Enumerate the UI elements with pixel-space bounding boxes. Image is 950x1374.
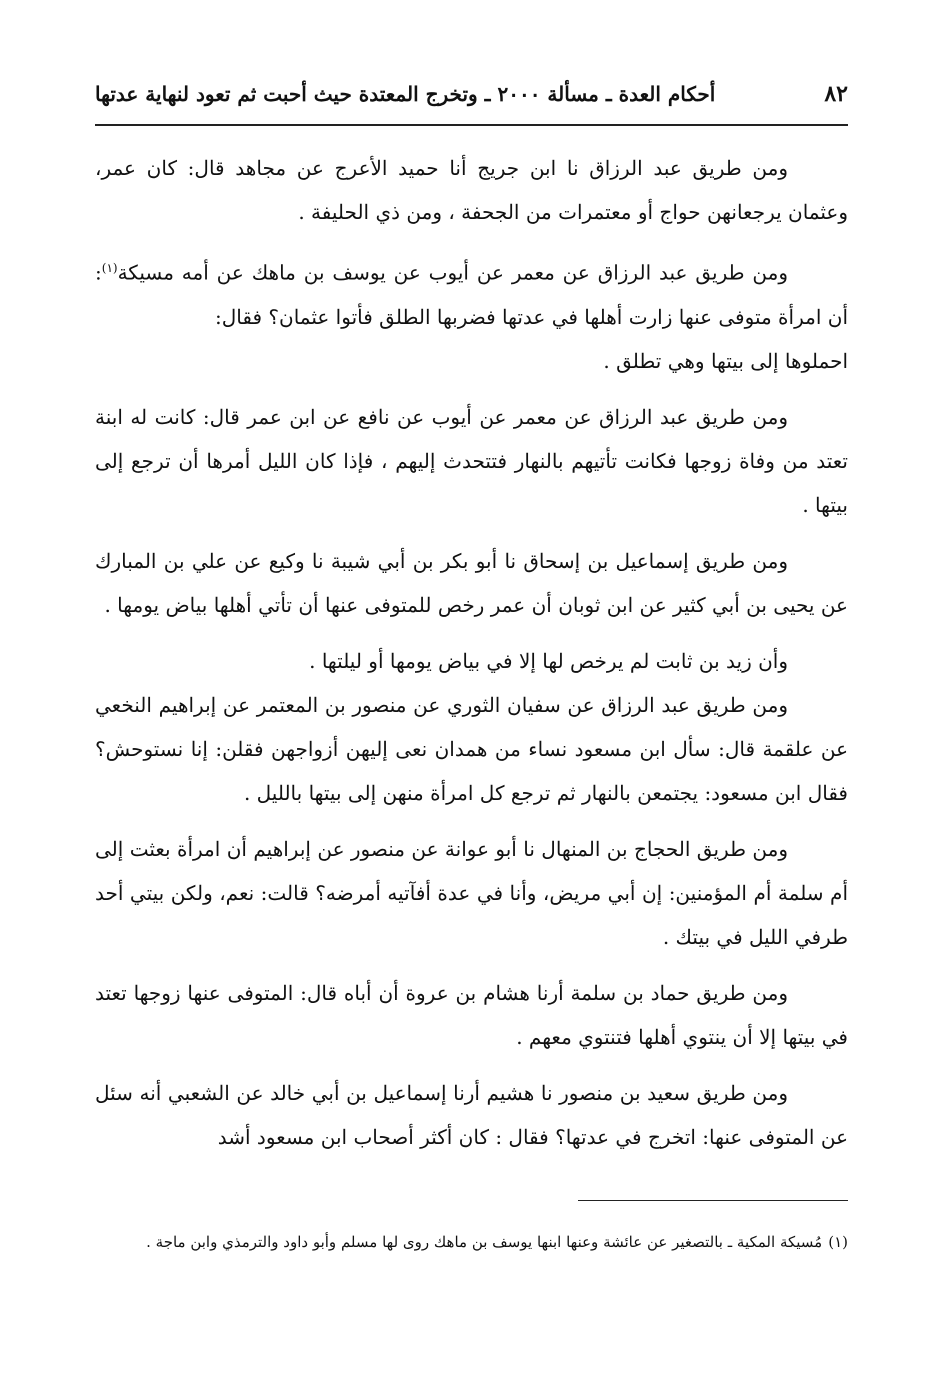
paragraph-2 [95,246,848,339]
paragraph-2-end: احملوها إلى بيتها وهي تطلق . [603,348,848,373]
paragraph-8: ومن طريق حماد بن سلمة أرنا هشام بن عروة أن أباه قال: المتوفى عنها زوجها تعتد في بيتها إلا أن ينتوي أهلها فتنتوي معهم . [95,980,848,1049]
paragraph-1: ومن طريق عبد الرزاق نا ابن جريج أنا حميد الأعرج عن مجاهد قال: كان عمر، وعثمان يرجعانهن حواج أو معتمرات من الجحفة ، ومن ذي الحليفة . [95,156,848,224]
paragraph-4: ومن طريق إسماعيل بن إسحاق نا أبو بكر بن أبي شيبة نا وكيع عن علي بن المبارك عن يحيى بن أبي كثير عن ابن ثوبان أن عمر رخص للمتوفى عنها أن تأتي أهلها بياض يومها . [95,548,848,617]
paragraph-7: ومن طريق الحجاج بن المنهال نا أبو عوانة عن منصور عن إبراهيم أن امرأة بعثت إلى أم سلمة أم المؤمنين: إن أبي مريض، وأنا في عدة أفآتيه أمرضه؟ قالت: نعم، ولكن بيتي أحد طرفي الليل في بيتك . [95,836,848,949]
footnote-rule [578,1200,848,1201]
running-title: أحكام العدة ـ مسألة ٢٠٠٠ ـ وتخرج المعتدة حيث أحبت ثم تعود لنهاية عدتها [95,82,716,106]
footnote-text: مُسيكة المكية ـ بالتصغير عن عائشة وعنها ابنها يوسف بن ماهك روى لها مسلم وأبو داود والترمذي وابن ماجة . [146,1233,823,1251]
footnote-number: (١) [828,1233,848,1251]
paragraph-6: ومن طريق عبد الرزاق عن سفيان الثوري عن منصور بن المعتمر عن إبراهيم النخعي عن علقمة قال: سأل ابن مسعود نساء من همدان نعى إليهن أزواجهن فقلن: إنا نستوحش؟ فقال ابن مسعود: يجتمعن بالنهار ثم ترجع كل امرأة منهن إلى بيتها بالليل . [95,692,848,805]
paragraph-9: ومن طريق سعيد بن منصور نا هشيم أرنا إسماعيل بن أبي خالد عن الشعبي أنه سئل عن المتوفى عنها: اتخرج في عدتها؟ فقال : كان أكثر أصحاب ابن مسعود أشد [95,1080,848,1149]
footnote [95,1224,848,1260]
page-number: ٨٢ [824,81,848,107]
paragraph-2-text-cont: : أن امرأة متوفى عنها زارت أهلها في عدتها فضربها الطلق فأتوا عثمان؟ فقال: [95,260,848,329]
header-rule [95,124,848,126]
main-text [95,146,848,1171]
footnote-marker: (١) [101,261,118,275]
page-header [95,74,848,114]
paragraph-3: ومن طريق عبد الرزاق عن معمر عن أيوب عن نافع عن ابن عمر قال: كانت له ابنة تعتد من وفاة زوجها فكانت تأتيهم بالنهار فتتحدث إليهم ، فإذا كان الليل أمرها أن ترجع إلى بيتها . [95,404,848,517]
paragraph-5: وأن زيد بن ثابت لم يرخص لها إلا في بياض يومها أو ليلتها . [309,648,788,673]
paragraph-2-text: ومن طريق عبد الرزاق عن معمر عن أيوب عن يوسف بن ماهك عن أمه مسيكة [117,260,788,285]
